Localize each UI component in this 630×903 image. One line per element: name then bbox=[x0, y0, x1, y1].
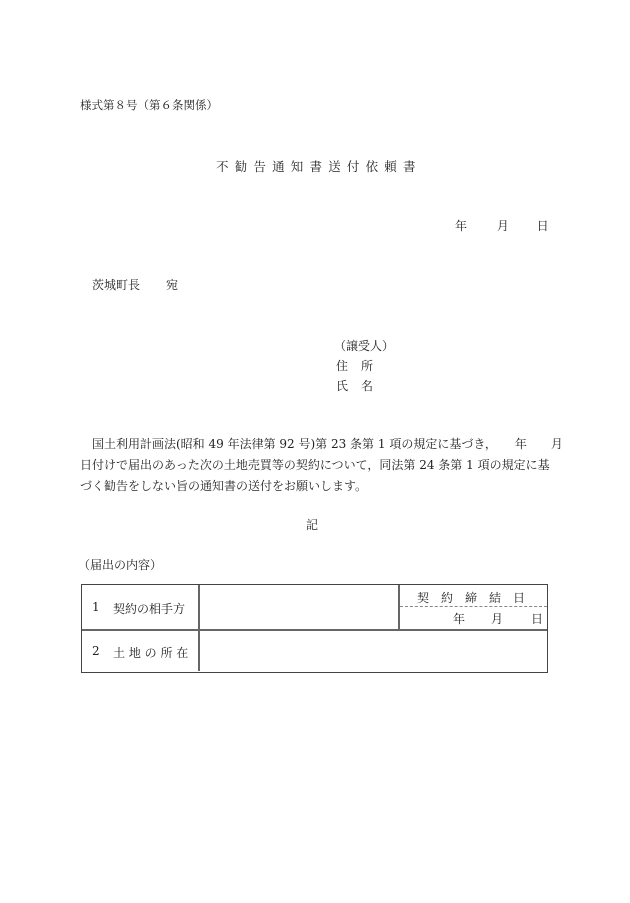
table-row bbox=[82, 631, 198, 672]
ki-heading: 記 bbox=[306, 518, 319, 532]
date-day-label: 日 bbox=[536, 219, 549, 233]
date-month-label: 月 bbox=[496, 219, 509, 233]
sender-address-label: 住所 bbox=[336, 359, 387, 373]
contract-date-year: 年 bbox=[453, 612, 466, 626]
sender-heading: （譲受人） bbox=[334, 339, 395, 353]
row-number: 1 bbox=[92, 600, 100, 614]
addressee bbox=[92, 276, 178, 293]
table-row bbox=[82, 585, 198, 629]
contract-date-month: 月 bbox=[491, 612, 504, 626]
body-line-1: 国土利用計画法(昭和 49 年法律第 92 号)第 23 条第 1 項の規定に基づき， 年 月 bbox=[80, 437, 563, 451]
notification-contents-table bbox=[81, 584, 548, 673]
contract-date-day: 日 bbox=[531, 612, 544, 626]
addressee-suffix: 宛 bbox=[166, 278, 179, 292]
body-line-3: づく勧告をしない旨の通知書の送付をお願いします。 bbox=[80, 479, 368, 493]
row-number: 2 bbox=[92, 644, 100, 658]
contract-date-cell bbox=[400, 585, 547, 629]
land-location-field[interactable] bbox=[200, 631, 547, 672]
contract-date-header: 契 約 締 結 日 bbox=[417, 591, 526, 605]
row-label: 土 地 の 所 在 bbox=[113, 646, 189, 660]
date-year-label: 年 bbox=[455, 219, 468, 233]
submission-date bbox=[455, 217, 549, 234]
document-title: 不勧告通知書送付依頼書 bbox=[216, 159, 422, 174]
row-label: 契約の相手方 bbox=[113, 602, 186, 616]
sender-block bbox=[336, 336, 394, 396]
addressee-name: 茨城町長 bbox=[92, 278, 141, 292]
body-line-2: 日付けで届出のあった次の土地売買等の契約について，同法第 24 条第 1 項の規定に基 bbox=[80, 458, 550, 472]
request-body bbox=[80, 434, 563, 497]
form-number: 様式第８号（第６条関係） bbox=[80, 98, 218, 112]
counterparty-field[interactable] bbox=[200, 585, 397, 629]
sender-name-label: 氏名 bbox=[336, 379, 387, 393]
contents-label: （届出の内容） bbox=[78, 558, 163, 572]
